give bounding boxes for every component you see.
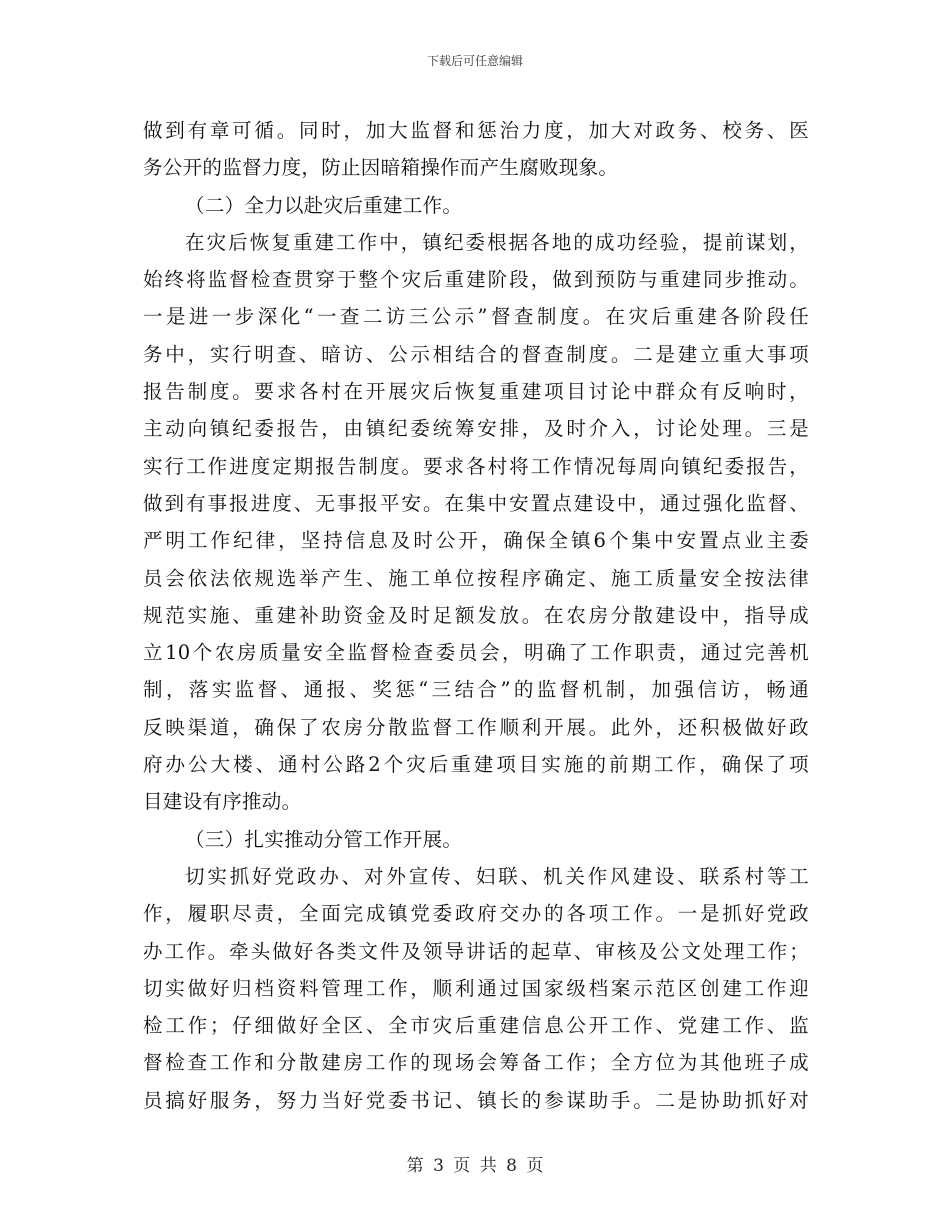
text-line: 务中，实行明查、暗访、公示相结合的督查制度。二是建立重大事项 [143,342,809,366]
text-line: 做到有事报进度、无事报平安。在集中安置点建设中，通过强化监督、 [143,491,809,515]
text-line: 目建设有序推动。 [143,790,302,814]
text-line: 严明工作纪律，坚持信息及时公开，确保全镇6个集中安置点业主委 [143,529,809,553]
text-line: 办工作。牵头做好各类文件及领导讲话的起草、审核及公文处理工作； [143,939,809,963]
text-line: 府办公大楼、通村公路2个灾后重建项目实施的前期工作，确保了项 [143,753,809,777]
text-line: 务公开的监督力度，防止因暗箱操作而产生腐败现象。 [143,156,619,180]
text-line: 报告制度。要求各村在开展灾后恢复重建项目讨论中群众有反响时， [143,380,809,404]
text-line: 切实做好归档资料管理工作，顺利通过国家级档案示范区创建工作迎 [143,976,809,1000]
text-line: 作，履职尽责，全面完成镇党委政府交办的各项工作。一是抓好党政 [143,902,809,926]
text-line: 员搞好服务，努力当好党委书记、镇长的参谋助手。二是协助抓好对 [143,1088,809,1112]
section-heading: （三）扎实推动分管工作开展。 [185,827,463,851]
text-line: 做到有章可循。同时，加大监督和惩治力度，加大对政务、校务、医 [143,119,809,142]
document-body [143,112,809,1119]
text-line: 一是进一步深化“一查二访三公示”督查制度。在灾后重建各阶段任 [143,305,809,329]
page-footer: 第 3 页 共 8 页 [406,1156,544,1176]
page-header: 下载后可任意编辑 [426,54,523,68]
text-line: 制，落实监督、通报、奖惩“三结合”的监督机制，加强信访，畅通 [143,678,809,702]
text-line: 主动向镇纪委报告，由镇纪委统筹安排，及时介入，讨论处理。三是 [143,417,809,441]
text-line: 员会依法依规选举产生、施工单位按程序确定、施工质量安全按法律 [143,566,809,590]
section-heading: （二）全力以赴灾后重建工作。 [185,193,463,217]
text-line: 实行工作进度定期报告制度。要求各村将工作情况每周向镇纪委报告， [143,454,809,478]
text-line: 规范实施、重建补助资金及时足额发放。在农房分散建设中，指导成 [143,603,809,627]
text-line: 切实抓好党政办、对外宣传、妇联、机关作风建设、联系村等工 [185,864,809,888]
text-line: 在灾后恢复重建工作中，镇纪委根据各地的成功经验，提前谋划， [185,230,809,254]
text-line: 督检查工作和分散建房工作的现场会筹备工作；全方位为其他班子成 [143,1051,809,1075]
text-line: 始终将监督检查贯穿于整个灾后重建阶段，做到预防与重建同步推动。 [143,268,809,292]
text-line: 反映渠道，确保了农房分散监督工作顺利开展。此外，还积极做好政 [143,715,809,739]
text-line: 检工作；仔细做好全区、全市灾后重建信息公开工作、党建工作、监 [143,1014,809,1038]
text-line: 立10个农房质量安全监督检查委员会，明确了工作职责，通过完善机 [143,641,809,665]
